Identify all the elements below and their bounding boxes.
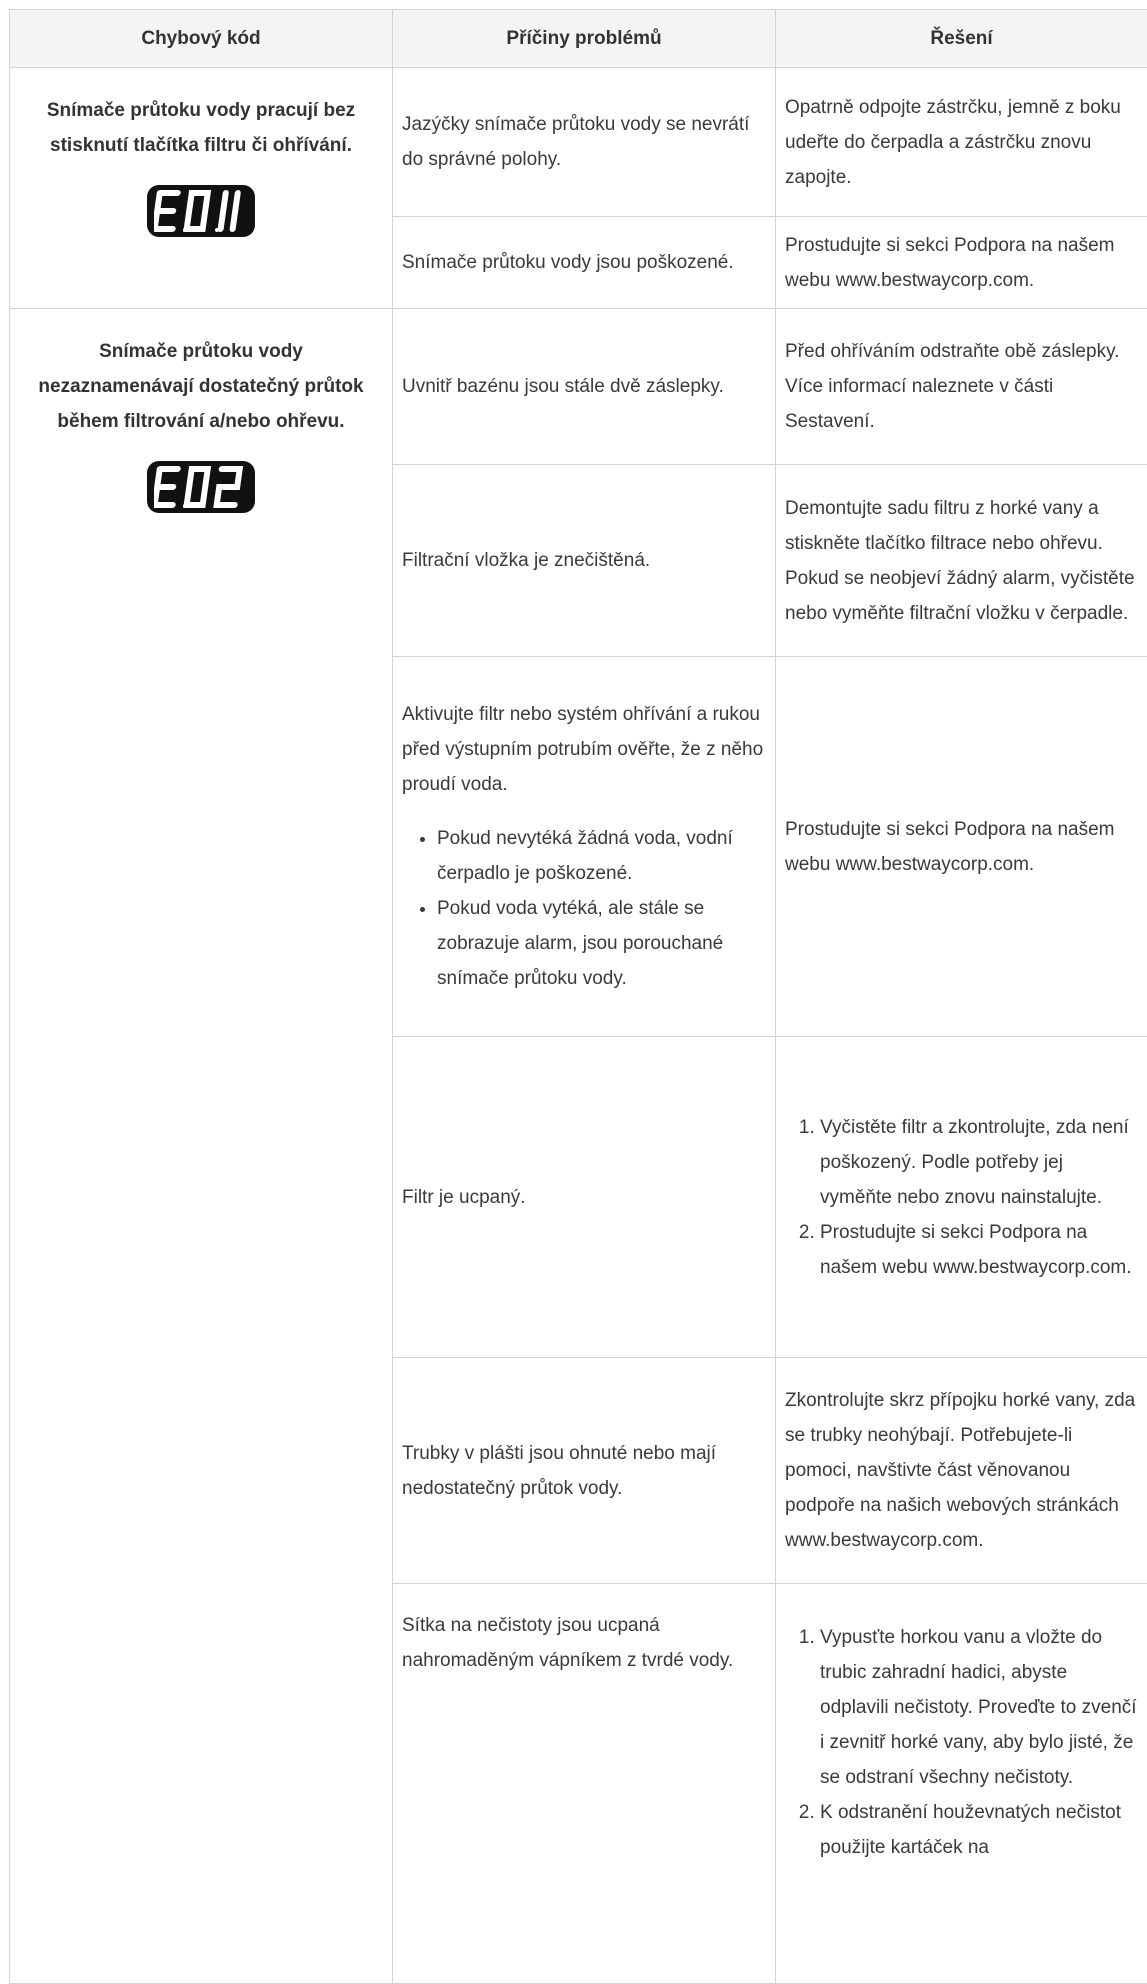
cause-text: Sítka na nečistoty jsou ucpaná nahromaděným vápníkem z tvrdé vody.	[402, 1608, 767, 1678]
error-title: Snímače průtoku vody pracují bez stisknutí tlačítka filtru či ohřívání.	[22, 93, 380, 163]
led-display-e02-icon	[147, 461, 255, 513]
solution-cell	[776, 1584, 1147, 1984]
table-row	[10, 68, 1147, 217]
error-code-cell-e01	[10, 68, 393, 309]
table-header-row	[10, 10, 1147, 68]
cause-cell: Trubky v plášti jsou ohnuté nebo mají nedostatečný průtok vody.	[393, 1358, 776, 1584]
list-item: • Pokud voda vytéká, ale stále se zobrazuje alarm, jsou porouchané snímače průtoku vody.	[437, 891, 767, 996]
solution-cell: Opatrně odpojte zástrčku, jemně z boku udeřte do čerpadla a zástrčku znovu zapojte.	[776, 68, 1147, 217]
list-item: • Pokud nevytéká žádná voda, vodní čerpadlo je poškozené.	[437, 821, 767, 891]
solution-step-list	[785, 1110, 1139, 1285]
list-item: 2. Prostudujte si sekci Podpora na našem webu www.bestwaycorp.com.	[820, 1215, 1139, 1285]
cause-intro: Aktivujte filtr nebo systém ohřívání a rukou před výstupním potrubím ověřte, že z něho proudí voda.	[402, 697, 767, 802]
header-solution: Řešení	[776, 10, 1147, 68]
list-item: 2. K odstranění houževnatých nečistot použijte kartáček na	[820, 1795, 1139, 1865]
cause-cell: Jazýčky snímače průtoku vody se nevrátí do správné polohy.	[393, 68, 776, 217]
led-display-e01-icon	[147, 185, 255, 237]
solution-cell	[776, 1037, 1147, 1358]
list-item: 1. Vypusťte horkou vanu a vložte do trubic zahradní hadici, abyste odplavili nečistoty. Proveďte to zvenčí i zevnitř horké vany, aby bylo jisté, že se odstraní všechny nečistoty.	[820, 1620, 1139, 1795]
header-causes: Příčiny problémů	[393, 10, 776, 68]
cause-cell: Filtr je ucpaný.	[393, 1037, 776, 1358]
error-code-table	[9, 9, 1147, 1984]
error-title: Snímače průtoku vody nezaznamenávají dostatečný průtok během filtrování a/nebo ohřevu.	[22, 334, 380, 439]
solution-cell: Prostudujte si sekci Podpora na našem webu www.bestwaycorp.com.	[776, 657, 1147, 1037]
cause-cell: Uvnitř bazénu jsou stále dvě záslepky.	[393, 309, 776, 465]
cause-bullet-list	[402, 821, 767, 996]
cause-cell	[393, 1584, 776, 1984]
error-code-cell-e02	[10, 309, 393, 1984]
solution-step-list	[785, 1620, 1139, 1865]
solution-cell: Prostudujte si sekci Podpora na našem webu www.bestwaycorp.com.	[776, 217, 1147, 309]
list-item: 1. Vyčistěte filtr a zkontrolujte, zda není poškozený. Podle potřeby jej vyměňte nebo znovu nainstalujte.	[820, 1110, 1139, 1215]
cause-cell: Snímače průtoku vody jsou poškozené.	[393, 217, 776, 309]
solution-cell: Demontujte sadu filtru z horké vany a stiskněte tlačítko filtrace nebo ohřevu. Pokud se neobjeví žádný alarm, vyčistěte nebo vyměňte filtrační vložku v čerpadle.	[776, 465, 1147, 657]
cause-cell	[393, 657, 776, 1037]
solution-cell: Zkontrolujte skrz přípojku horké vany, zda se trubky neohýbají. Potřebujete-li pomoci, navštivte část věnovanou podpoře na našich webových stránkách www.bestwaycorp.com.	[776, 1358, 1147, 1584]
solution-cell: Před ohříváním odstraňte obě záslepky. Více informací naleznete v části Sestavení.	[776, 309, 1147, 465]
cause-cell: Filtrační vložka je znečištěná.	[393, 465, 776, 657]
table-row	[10, 309, 1147, 465]
header-error-code: Chybový kód	[10, 10, 393, 68]
